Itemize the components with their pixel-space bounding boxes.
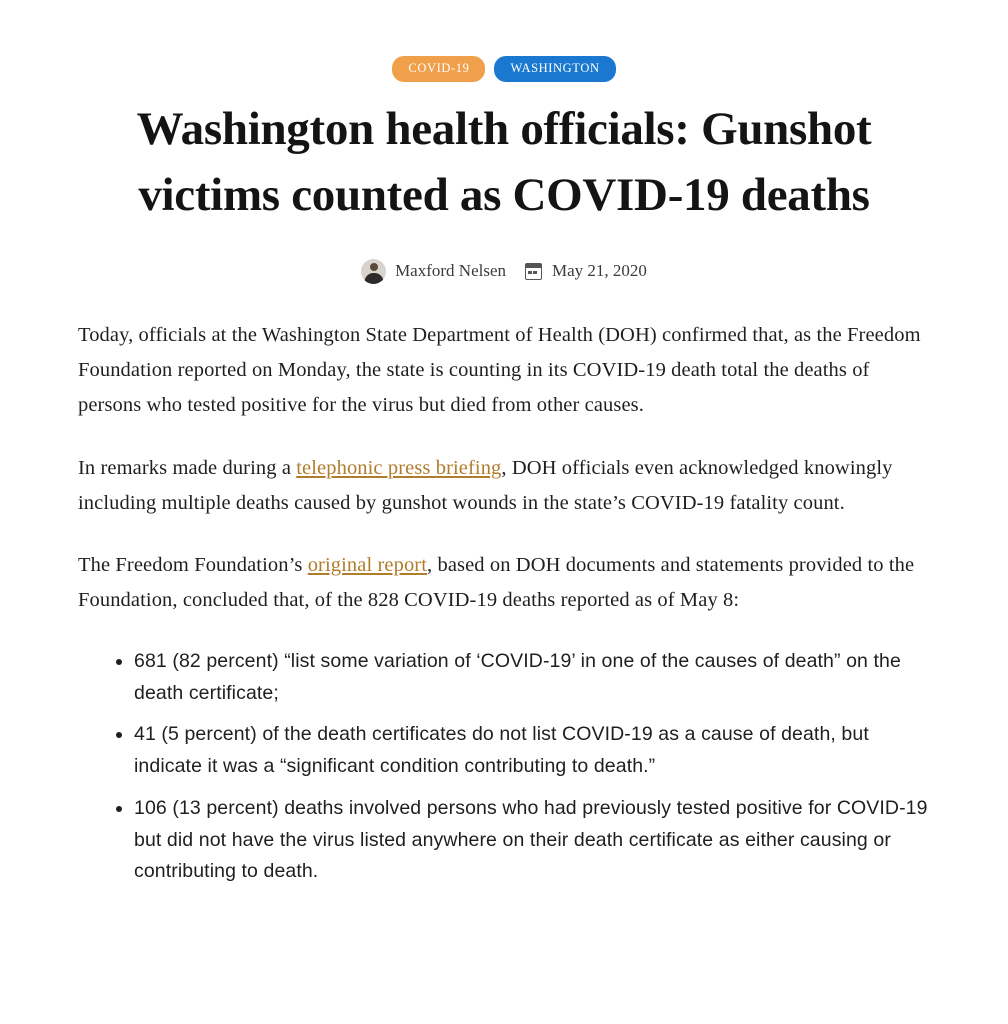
paragraph-1-text: Today, officials at the Washington State Department of Health (DOH) confirmed that, as the Freedom Foundation reported on Monday, the state is counting in its COVID-19 death total the deaths of persons who tested positive for the virus but died from other causes. — [78, 323, 921, 417]
tag-covid-19[interactable]: COVID-19 — [392, 56, 485, 82]
calendar-icon — [525, 263, 542, 280]
byline — [78, 259, 930, 284]
list-item: • 106 (13 percent) deaths involved persons who had previously tested positive for COVID-19 but did not have the virus listed anywhere on their death certificate as either causing or contributing to death. — [134, 793, 930, 888]
list-item: • 681 (82 percent) “list some variation of ‘COVID-19’ in one of the causes of death” on the death certificate; — [134, 646, 930, 710]
article-body — [78, 318, 930, 888]
list-item: • 41 (5 percent) of the death certificates do not list COVID-19 as a cause of death, but indicate it was a “significant condition contributing to death.” — [134, 719, 930, 783]
paragraph-3 — [78, 548, 930, 619]
page-title: Washington health officials: Gunshot victims counted as COVID-19 deaths — [136, 102, 872, 222]
paragraph-3-text-after: , based on DOH documents and statements provided to the Foundation, concluded that, of the 828 COVID-19 deaths reported as of May 8: — [78, 554, 915, 612]
publish-date: May 21, 2020 — [552, 261, 647, 281]
tag-washington[interactable]: WASHINGTON — [494, 56, 615, 82]
paragraph-2 — [78, 451, 930, 522]
avatar — [361, 259, 386, 284]
author-name[interactable]: Maxford Nelsen — [395, 261, 507, 281]
tag-list — [78, 56, 930, 82]
paragraph-1 — [78, 318, 930, 424]
findings-list — [78, 646, 930, 888]
paragraph-2-text-after: , DOH officials even acknowledged knowingly including multiple deaths caused by gunshot wounds in the state’s COVID-19 fatality count. — [78, 456, 893, 514]
paragraph-3-text-before: The Freedom Foundation’s — [78, 554, 308, 577]
link-telephonic-press-briefing[interactable]: telephonic press briefing — [296, 456, 502, 479]
paragraph-2-text-before: In remarks made during a — [78, 456, 297, 479]
link-original-report[interactable]: original report — [307, 554, 428, 577]
